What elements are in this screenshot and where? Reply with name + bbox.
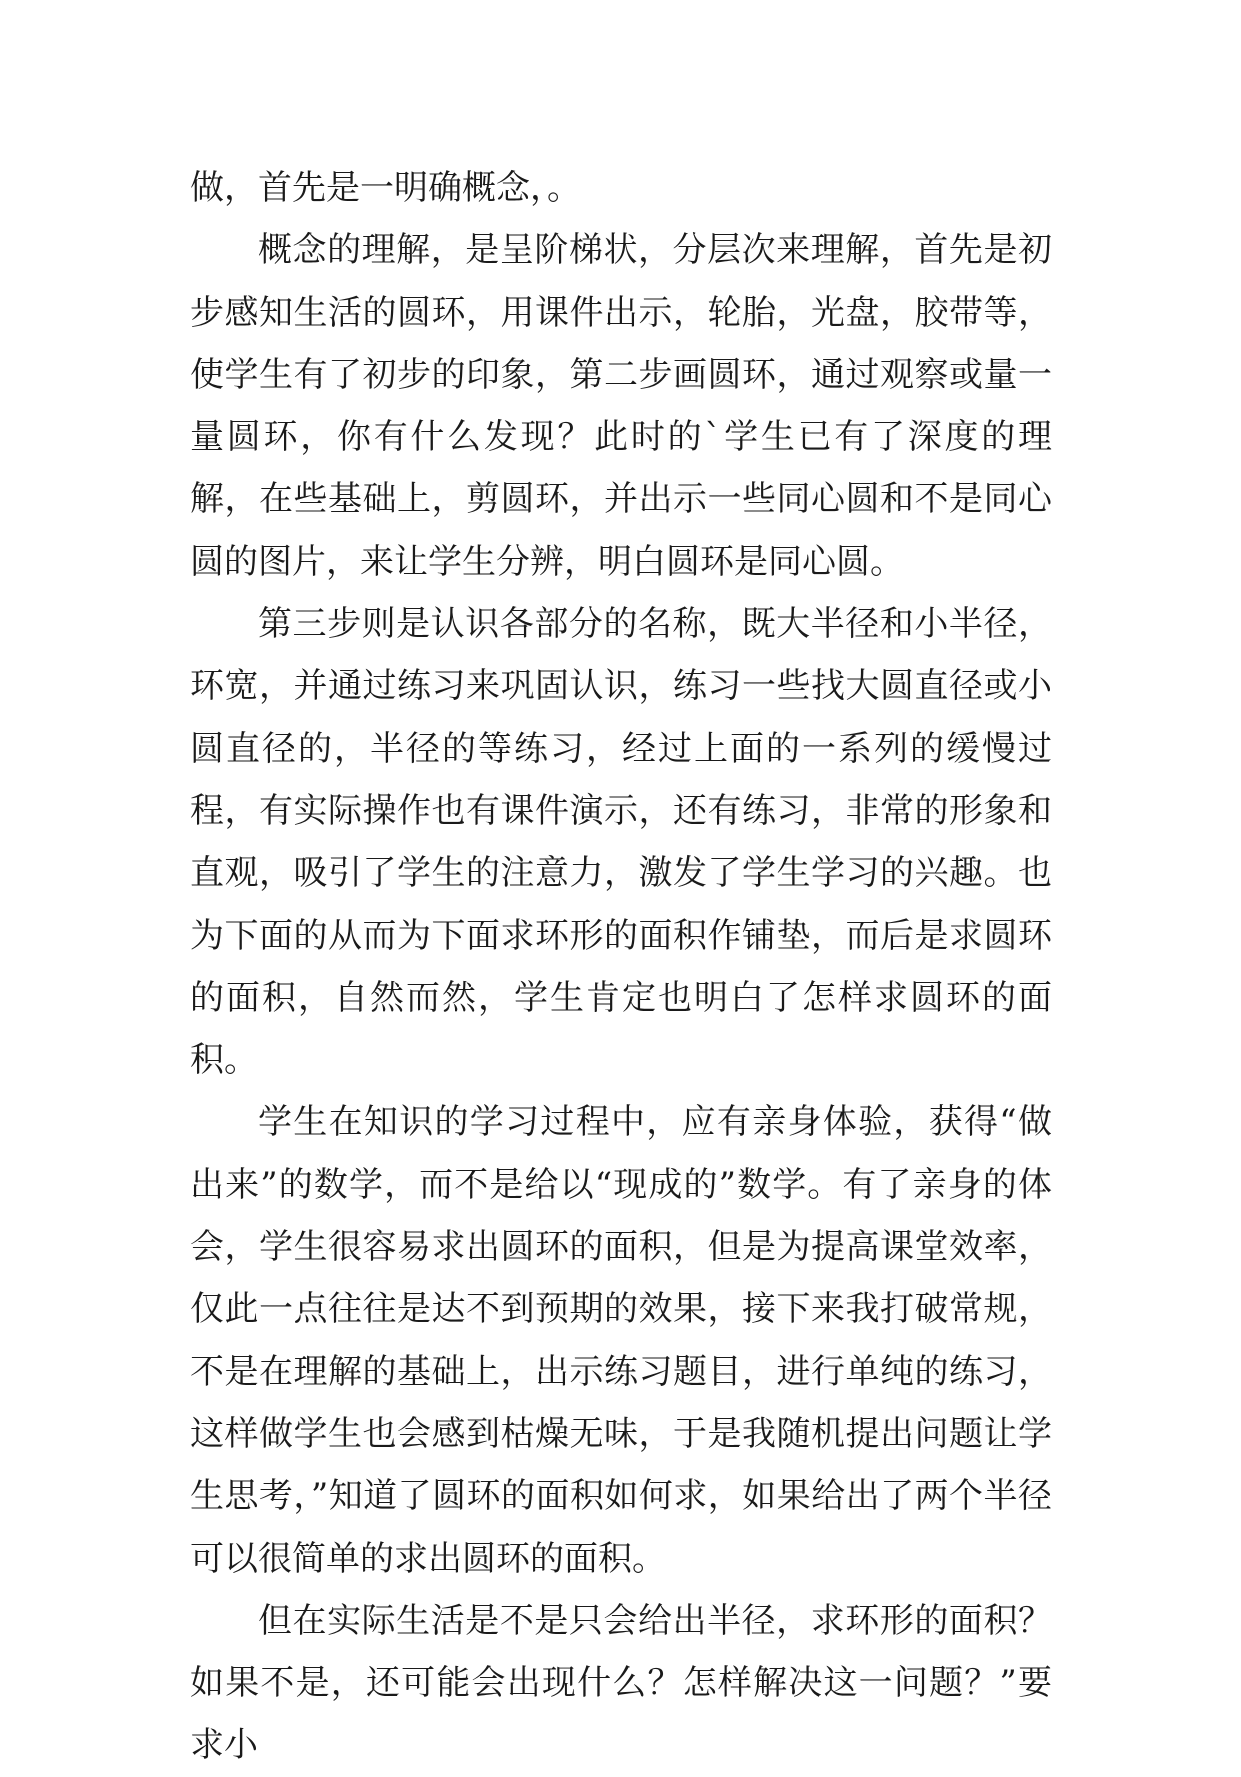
paragraph-4: 学生在知识的学习过程中，应有亲身体验，获得“做出来”的数学，而不是给以“现成的”数学。有了亲身的体会，学生很容易求出圆环的面积，但是为提高课堂效率，仅此一点往往是达不到预期的效果，接下来我打破常规，不是在理解的基础上，出示练习题目，进行单纯的练习，这样做学生也会感到枯燥无味，于是我随机提出问题让学生思考，”知道了圆环的面积如何求，如果给出了两个半径可以很简单的求出圆环的面积。: [190, 1102, 1052, 1579]
paragraph-3: 第三步则是认识各部分的名称，既大半径和小半径，环宽，并通过练习来巩固认识，练习一些找大圆直径或小圆直径的，半径的等练习，经过上面的一系列的缓慢过程，有实际操作也有课件演示，还有练习，非常的形象和直观，吸引了学生的注意力，激发了学生学习的兴趣。也为下面的从而为下面求环形的面积作铺垫，而后是求圆环的面积，自然而然，学生肯定也明白了怎样求圆环的面积。: [190, 604, 1052, 1081]
paragraph-1: 做，首先是一明确概念，。: [190, 168, 581, 208]
paragraph-2: 概念的理解，是呈阶梯状，分层次来理解，首先是初步感知生活的圆环，用课件出示，轮胎，光盘，胶带等，使学生有了初步的印象，第二步画圆环，通过观察或量一量圆环，你有什么发现？此时的`学生已有了深度的理解，在些基础上，剪圆环，并出示一些同心圆和不是同心圆的图片，来让学生分辨，明白圆环是同心圆。: [190, 230, 1052, 582]
paragraph-5: 但在实际生活是不是只会给出半径，求环形的面积？如果不是，还可能会出现什么？怎样解决这一问题？”要求小: [190, 1600, 1052, 1766]
document-body: [190, 157, 1052, 1777]
